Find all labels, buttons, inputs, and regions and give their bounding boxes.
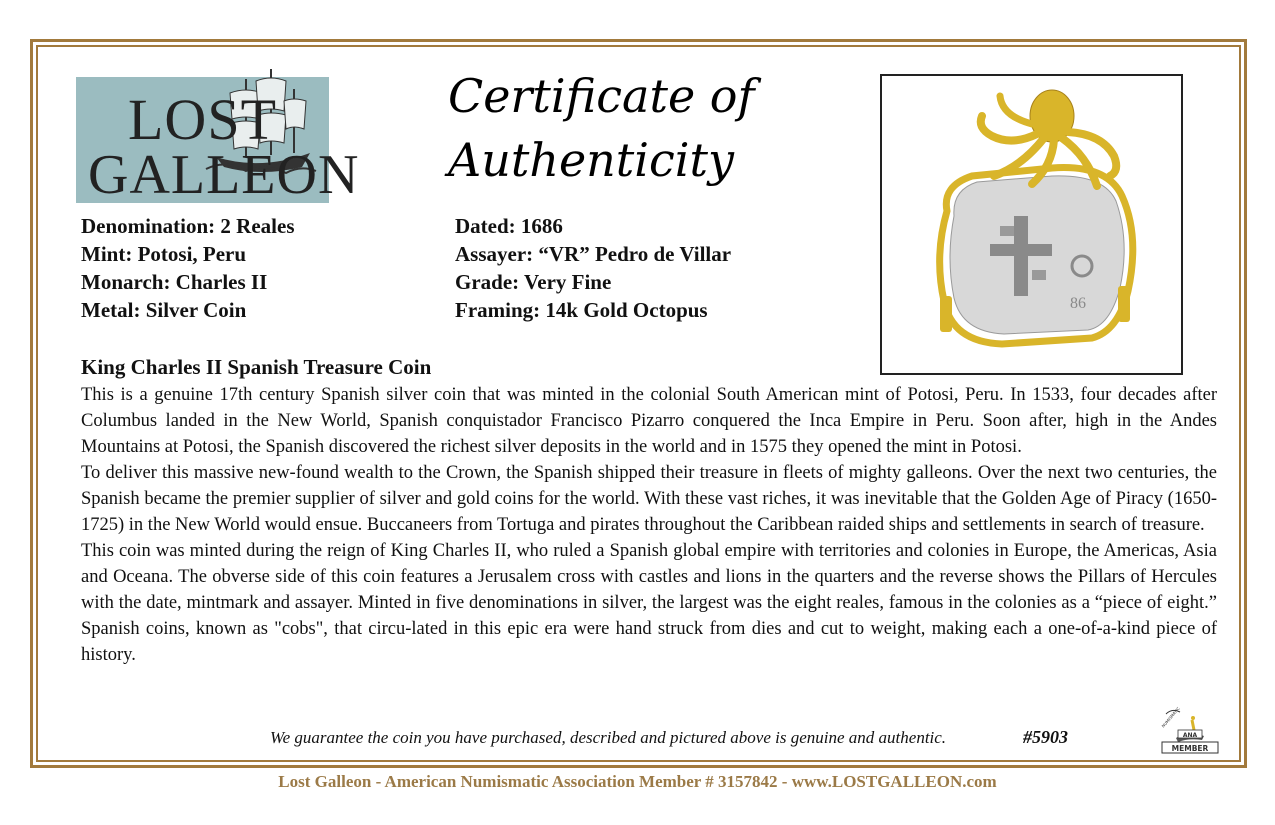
- logo-line1: LOST: [128, 87, 277, 152]
- ana-badge-ana-text: ANA: [1182, 732, 1198, 739]
- coin-details-left: [81, 212, 295, 324]
- coin-details-right: [455, 212, 731, 324]
- title-line2: Authenticity: [448, 133, 734, 187]
- footer-contact-line: Lost Galleon - American Numismatic Association Member # 3157842 - www.LOSTGALLEON.com: [278, 772, 997, 791]
- detail-denomination: Denomination: 2 Reales: [81, 214, 295, 238]
- ana-badge-top-text: NUMISMATIC: [1160, 705, 1181, 729]
- detail-grade: Grade: Very Fine: [455, 270, 612, 294]
- coin-photo: [880, 74, 1183, 375]
- svg-text:86: 86: [1070, 295, 1086, 312]
- paragraph-2: To deliver this massive new-found wealth to the Crown, the Spanish shipped their treasure in fleets of mighty galleons. Over the next two centuries, the Spanish became the premier supplier of silver and gold coins for the world. With these vast riches, it was inevitable that the Golden Age of Piracy (1650-1725) in the New World would ensue. Buccaneers from Tortuga and pirates throughout the Caribbean raided ships and settlements in search of treasure.: [81, 463, 1217, 535]
- logo-word-galleon: [88, 144, 360, 206]
- title-line1: Certificate of: [448, 69, 755, 123]
- certificate-title: [448, 64, 828, 192]
- detail-mint: Mint: Potosi, Peru: [81, 242, 247, 266]
- paragraph-3: This coin was minted during the reign of King Charles II, who ruled a Spanish global empire with territories and colonies in Europe, the Americas, Asia and Oceana. The obverse side of this coin features a Jerusalem cross with castles and lions in the quarters and the reverse shows the Pillars of Hercules with the date, mintmark and assayer. Minted in five denominations in silver, the largest was the eight reales, famous in the colonies as a “piece of eight.” Spanish coins, known as "cobs", that circu-lated in this epic era were hand struck from dies and cut to weight, making each a one-of-a-kind piece of history.: [81, 541, 1217, 665]
- certificate-number: #5903: [1023, 727, 1068, 747]
- ana-badge-member-text: MEMBER: [1171, 744, 1209, 753]
- paragraph-1: This is a genuine 17th century Spanish silver coin that was minted in the colonial South American mint of Potosi, Peru. In 1533, four decades after Columbus landed in the New World, Spanish conquistador Francisco Pizarro conquered the Inca Empire in Peru. Soon after, high in the Andes Mountains at Potosi, the Spanish discovered the richest silver deposits in the world and in 1575 they opened the mint in Potosi.: [81, 385, 1217, 457]
- ana-member-badge-icon: [1158, 705, 1222, 756]
- detail-dated: Dated: 1686: [455, 214, 563, 238]
- detail-framing: Framing: 14k Gold Octopus: [455, 298, 708, 322]
- lost-galleon-logo: [76, 77, 360, 206]
- detail-monarch: Monarch: Charles II: [81, 270, 268, 294]
- description-body: [81, 382, 1217, 668]
- octopus-pendant-icon: [882, 76, 1181, 373]
- guarantee-statement: We guarantee the coin you have purchased, described and pictured above is genuine and authentic.: [270, 728, 947, 747]
- section-heading: King Charles II Spanish Treasure Coin: [81, 355, 432, 379]
- logo-line2: GALLEON: [88, 144, 360, 206]
- logo-word-lost: [128, 87, 277, 152]
- detail-assayer: Assayer: “VR” Pedro de Villar: [455, 242, 732, 266]
- detail-metal: Metal: Silver Coin: [81, 298, 247, 322]
